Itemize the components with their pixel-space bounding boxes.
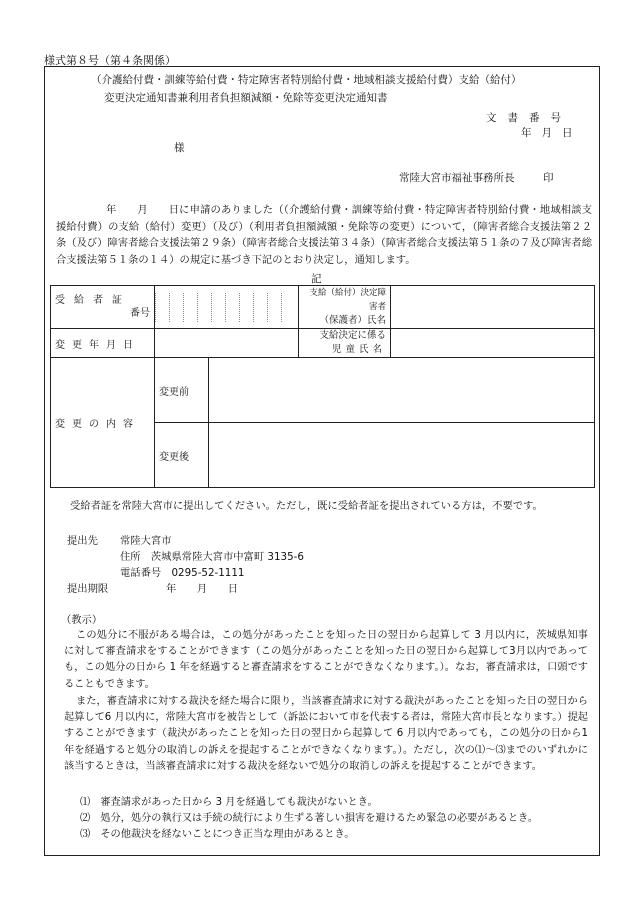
issue-date-label: 年月日 [521, 127, 583, 139]
recipient-number-cells [155, 286, 299, 329]
before-value [209, 358, 595, 423]
kyoji-paragraph-2: また，審査請求に対する裁決を経た場合に限り，当該審査請求に対する裁決があったことを知った日の翌日から起算して6 月以内に，常陸大宮市を被告として（訴訟において市を代表する者は，常陸大宮市長となります。）提起することができます（裁決があったことを知った日の翌日から起算して 6 月以内であっても，この処分の日から1 年を経過すると処分の取消しの訴えを提起することができなくなります。）。ただし，次の⑴～⑶までのいずれかに該当するときは，当該審査請求に対する裁決を経ないで処分の取消しの訴えを提起することができます。 [64, 696, 588, 772]
recipient-number-label: 受給者証 番号 [51, 286, 155, 329]
seal-mark: 印 [543, 172, 554, 184]
kyoji-item-1: ⑴ 審査請求があった日から 3 月を経過しても裁決がないとき。 [80, 797, 378, 808]
notice-body: 年 月 日に申請のありました（（介護給付費・訓練等給付費・特定障害者特別給付費・地域相談支援給付費）の支給（給付）変更）（及び）（利用者負担額減額・免除等の変更）について，（障害者総合支援法第２２条（及び）障害者総合支援法第２９条）（障害者総合支援法第３４条）（障害者総合支援法第５１条の７及び障害者総合支援法第５１条の１４）の規定に基づき下記のとおり決定し，通知します。 [56, 204, 592, 266]
change-date-label: 変更年月日 [51, 329, 155, 358]
issuer-name: 常陸大宮市福祉事務所長 [399, 172, 515, 184]
kyoji-paragraph-1: この処分に不服がある場合は，この処分があったことを知った日の翌日から起算して 3 月以内に，茨城県知事に対して審査請求をすることができます（この処分があったことを知った日の翌日から起算して3月以内であっても，この処分の日から 1 年を経過すると審査請求をすることができなくなります。）。なお，審査請求は，口頭ですることもできます。 [64, 630, 588, 690]
before-label: 変更前 [155, 358, 209, 423]
child-name-value [391, 329, 595, 358]
document-title-line2: 変更決定通知書兼利用者負担額減額・免除等変更決定通知書 [104, 92, 388, 104]
decision-table [50, 285, 595, 488]
submit-address: 住所 茨城県常陸大宮市中富町 3135-6 [120, 551, 304, 563]
change-date-value [155, 329, 299, 358]
ki-heading: 記 [311, 273, 322, 285]
decision-person-label: 支給（給付）決定障害者 （保護者）氏名 [299, 286, 391, 329]
after-value [209, 423, 595, 488]
change-content-label: 変更の内容 [51, 358, 155, 488]
submit-instruction: 受給者証を常陸大宮市に提出してください。ただし，既に受給者証を提出されている方は，不要です。 [70, 500, 543, 512]
kyoji-item-2: ⑵ 処分，処分の執行又は手続の続行により生ずる著しい損害を避けるため緊急の必要があるとき。 [80, 813, 539, 824]
after-label: 変更後 [155, 423, 209, 488]
addressee-honorific: 様 [174, 142, 185, 154]
document-title-line1: （介護給付費・訓練等給付費・特定障害者特別給付費・地域相談支援給付費）支給（給付） [91, 74, 522, 86]
submit-destination-label: 提出先 [67, 535, 98, 547]
submit-deadline-label: 提出期限 [67, 583, 109, 595]
decision-person-value [391, 286, 595, 329]
kyoji-item-3: ⑶ その他裁決を経ないことにつき正当な理由があるとき。 [80, 829, 355, 840]
submit-deadline-value: 年 月 日 [166, 583, 239, 595]
submit-destination-name: 常陸大宮市 [120, 535, 172, 547]
child-name-label: 支給決定に係る 児童氏名 [299, 329, 391, 358]
submit-phone: 電話番号 0295-52-1111 [120, 567, 245, 579]
kyoji-heading: （教示） [61, 614, 103, 626]
document-number-label: 文書番号 [486, 112, 572, 124]
form-number-label: 様式第８号（第４条関係） [44, 54, 176, 67]
